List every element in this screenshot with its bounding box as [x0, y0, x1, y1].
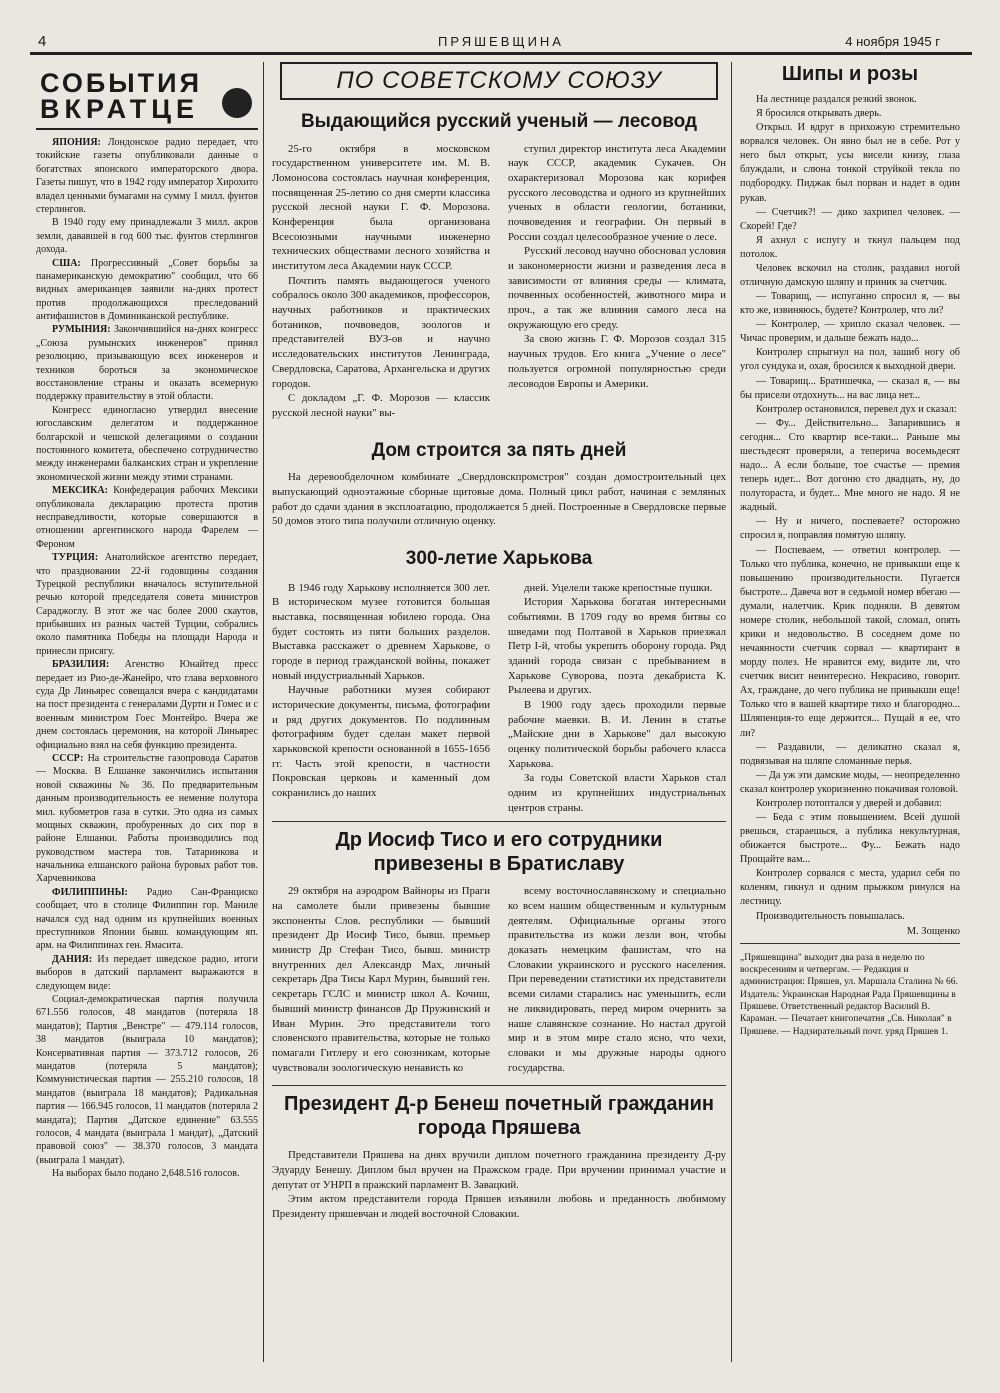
paragraph: — Да уж эти дамские моды, — неопределенно сказал контролер укоризненно покачивая головой. — [740, 769, 960, 795]
paragraph: 29 октября на аэродром Вайноры из Праги на самолете были привезены бывшие экспоненты Слов. республики — бывший президент Др Иосиф Тисо, бывш. премьер министр Др Стефан Тисо, бывш. министр внутренних дел Александр Мах, личный секретарь Дра Тисы Карл Мурин, бывший ген. секретарь ГСЛС и министр школ А. Кочиш, бывший министр финансов Др Пружинский и Иван Мурин. Это представители того словенского правительства, которые не только помагали Гитлеру и его союзникам, которые чувствовали зоологическую ненависть ко — [272, 885, 490, 1074]
paragraph: Контролер сорвался с места, ударил себя по коленям, гикнул и одним прыжком ринулся на лестницу. — [740, 868, 960, 908]
feuilleton-body — [740, 93, 960, 924]
paragraph: За свою жизнь Г. Ф. Морозов создал 315 научных трудов. Его книга „Учение о лесе" пользуется огромной популярностью среди лесоводов Европы и Америки. — [508, 333, 726, 390]
event-text: Агенство Юнайтед пресс передает из Рио-де-Жанейро, что глава верховного суда Др Линьярес совещался вчера с кандидатами на пост президента с генералами Дурти и Гомес и с военным министром Гоес Монтейро. Вчера же днем состоялась церемония, на которой Линьярес официально взял на себя функцию президента. — [36, 659, 258, 751]
page-header — [30, 28, 972, 55]
event-item — [36, 886, 258, 953]
event-item — [36, 404, 258, 484]
event-country: ФИЛИППИНЫ: — [52, 886, 128, 898]
event-country: РУМЫНИЯ: — [52, 324, 111, 336]
newspaper-imprint: „Пряшевщина" выходит два раза в неделю по воскресениям и четвергам. — Редакция и администрация: Пряшев, ул. Маршала Сталина № 66. Издатель: Украинская Народная Рада Пряшевщины в Пряшеве. Ответственный редактор Василий В. Караман. — Печатает книгопечатня „Св. Николая" в Пряшеве. — Надзирательный почт. уряд Пряшев 1. — [740, 952, 958, 1037]
feuilleton-column — [740, 62, 960, 1038]
event-text: Социал-демократическая партия получила 671.556 голосов, 48 мандатов (потеряла 18 мандатов); Партия „Венстре" — 479.114 голосов, 38 мандатов (выиграла 10 мандатов); Консервативная партия — 373.712 голосов, 26 мандатов (потеряла 5 мандатов); Коммунистическая партия — 255.210 голосов, 18 мандатов (выиграла 18 мандатов); Радикальная партия — 166.945 голосов, 11 мандатов (потеряла 2 мандата); Партия „Датское единение" 63.555 голосов, 4 мандата (выиграла 1 мандат), „Датский правовой союз" — 38.370 голосов, 3 мандата (выиграла 1 мандат). — [36, 994, 258, 1166]
event-text: Конфедерация рабочих Мексики опубликовала декларацию протеста против несправедливости, которые совершаются в отношении аргентинского народа Фарелем — Фероном — [36, 485, 258, 550]
paragraph: — Беда с этим повышением. Всей душой рвешься, стараешься, а публика некультурная, обижается быстроте... Фу... Бежать надо Прощайте вам... — [740, 811, 960, 866]
paragraph: Контролер остановился, перевел дух и сказал: — [756, 403, 957, 415]
feuilleton-author: М. Зощенко — [906, 925, 960, 937]
soviet-union-column — [272, 62, 726, 1222]
event-text: Конгресс единогласно утвердил внесение югославским делегатом и поддержанное болгарской и чешской делегациями о создании постоянного комитета, обеспечено сотрудничество между инженерами балканских стран и укрепление экономической жизни между этими странами. — [36, 404, 258, 483]
paragraph: С докладом „Г. Ф. Морозов — классик русской лесной науки" вы- — [272, 392, 490, 419]
paragraph: Представители Пряшева на днях вручили диплом почетного гражданина президенту Д-ру Эдуарду Бенешу. Диплом был вручен на Пражском граде. При вручении принимал участие и депутат от УНРП в пражский парламент В. Завацкий. — [272, 1149, 726, 1191]
event-item — [36, 551, 258, 658]
paragraph: Контролер потоптался у дверей и добавил: — [756, 797, 942, 809]
event-item — [36, 752, 258, 886]
paragraph: Открыл. И вдруг в прихожую стремительно ворвался человек. Он явно был не в себе. Рот у него был открыт, усы висели книзу, глаза блуждали, и слюна тонкой струйкой текла по подбородку. Пиджак был порван и надет в один рукав. — [740, 122, 960, 204]
event-country: ЯПОНИЯ: — [52, 137, 101, 148]
event-item — [36, 484, 258, 551]
events-heading — [36, 60, 258, 130]
paragraph: — Счетчик?! — дико захрипел человек. — Скорей! Где? — [740, 206, 960, 232]
article-tiso-title-line2: привезены в Братиславу — [373, 853, 625, 876]
event-country: МЕКСИКА: — [52, 485, 108, 497]
article-forester-title: Выдающийся русский ученый — лесовод — [300, 111, 698, 132]
paragraph: Я ахнул с испугу и ткнул пальцем под потолок. — [740, 234, 960, 260]
event-country: СССР: — [52, 752, 84, 764]
article-tiso-body — [272, 884, 726, 1075]
event-item — [36, 1167, 258, 1180]
newspaper-title: ПРЯШЕВЩИНА — [438, 34, 564, 49]
event-item — [36, 136, 258, 216]
event-item — [36, 257, 258, 324]
soviet-union-banner — [280, 62, 718, 100]
paragraph: Почтить память выдающегося ученого собралось около 300 академиков, профессоров, научных работников и практических ботаников, почвоведов, зоологов и представителей ВУЗ-ов и научно исследовательских институтов Ленинграда, Свердловска, Саратова, Архангельска и других городов. — [272, 274, 490, 390]
paragraph: В 1946 году Харькову исполняется 300 лет. В историческом музее готовится большая выставка, посвященная юбилею города. Она будет состоять из пяти больших разделов. Выставка расскажет о древнем Харькове, о городе в период гражданской войны, покажет новый индустриальный Харьков. — [272, 581, 490, 682]
paragraph: Контролер спрыгнул на пол, зашиб ногу об угол сундука и, охая, бросился к выходной двери. — [740, 347, 960, 373]
section-rule — [272, 1085, 726, 1086]
event-text: Радио Сан-Франциско сообщает, что в столице Филиппин гор. Маниле начался суд над одним из крупнейших военных преступников Японии бывш. командующим яп. арм. на Филиппинах ген. Ямасита. — [36, 886, 258, 952]
event-text: В 1940 году ему принадлежали 3 милл. акров земли, дававшей в год 600 тыс. фунтов стерлингов дохода. — [36, 217, 258, 256]
article-tiso-title-line1: Др Иосиф Тисо и его сотрудники — [335, 829, 663, 852]
paragraph: — Контролер, — хрипло сказал человек. — Чичас проверим, и дальше бежать надо... — [740, 319, 960, 345]
event-item — [36, 953, 258, 993]
paragraph: На лестнице раздался резкий звонок. — [756, 94, 917, 105]
banner-text: ПО СОВЕТСКОМУ СОЮЗУ — [336, 67, 662, 94]
feuilleton-title: Шипы и розы — [781, 63, 919, 85]
globe-icon — [222, 88, 252, 118]
article-benes-title-line1: Президент Д-р Бенеш почетный гражданин — [283, 1093, 714, 1116]
event-country: США: — [52, 257, 81, 269]
paragraph: — Товарищ, — испуганно спросил я, — вы кто же, извиняюсь, будете? Контролер, что ли? — [740, 291, 960, 317]
paragraph: В 1900 году здесь проходили первые рабочие маевки. В. И. Ленин в статье „Майские дни в Харькове" дал высокую оценку политической борьбы рабочего класса Харькова. — [508, 699, 726, 770]
article-forester-body — [272, 142, 726, 421]
paragraph: Производительность повышалась. — [756, 910, 905, 922]
issue-date: 4 ноября 1945 г — [845, 34, 940, 49]
paragraph: Этим актом представители города Пряшев изъявили любовь и преданность любимому Президенту пряшевчан и людей восточной Словакии. — [272, 1193, 726, 1220]
paragraph: 25-го октября в московском государственном университете им. М. В. Ломоносова состоялась научная конференция, посвященная 25-летию со дня смерти классика русской лесной науки Г. Ф. Морозова. Конференция была организована Всесоюзными научными инженерно технических обществами лесного хозяйства и институтом леса Академии наук СССР. — [272, 142, 490, 273]
column-divider — [731, 62, 732, 1362]
paragraph: Научные работники музея собирают исторические документы, письма, фотографии и ряд других документов. По подлинным фотографиям будет сделан макет первой харьковской крепости основанной в 1655-1656 гг. Часть этой крепости, в частности Покровская церковь и каменный дом сокранились до наших — [272, 684, 490, 800]
events-column — [36, 60, 258, 1180]
events-heading-line2: ВКРАТЦЕ — [40, 94, 199, 124]
event-text: На выборах было подано 2,648.516 голосов. — [52, 1168, 240, 1180]
paragraph: Человек вскочил на столик, раздавил ногой отличную дамскую шляпу и приник за счетчик. — [740, 262, 960, 289]
paragraph: Русский лесовод научно обосновал условия и закономерности жизни и разведения леса в зависимости от влияния среды — климата, почвенных особенностей, животного мира и проч., а так же влияния самого леса на окружающую его среду. — [508, 245, 726, 331]
event-text: Анатолийское агентство передает, что праздновании 22-й годовщины создания Турецкой республики вначалось вступительной речью которой председателя совета министров Сараджоглу. В этот же час более 2000 скаутов, прибывших из разных частей Турции, собрались около памятника Победы на площади Народа и принесли присягу. — [36, 552, 258, 657]
events-heading-line1: СОБЫТИЯ — [40, 68, 202, 98]
paragraph: — Ну и ничего, поспеваете? осторожно спросил я, поправляя помятую шляпу. — [740, 516, 960, 542]
event-text: На строительстве газопровода Саратов — Москва. В Елшанке закончились испытания новой скважины № 36. По предварительным данным производительность ее немение полутора мил. кубометров газа в сутки. Это одна из самых мощных скважин, пробуренных до сих пор в районе Елшанки. Работы производились под руководством мастера тов. Татаринкова и начальника елшанского района буровых работ тов. Харчевникова — [36, 752, 258, 885]
event-text: Закончившийся на-днях конгресс „Союза румынских инженеров" принял резолюцию, призывающую всех инженеров и техников бороться за экономическое восстановление страны и оказать всемерную поддержку правительству в этой области. — [36, 324, 258, 403]
event-country: ДАНИЯ: — [52, 953, 93, 965]
paragraph: Я бросился открывать дверь. — [756, 108, 882, 120]
article-house-text: На деревообделочном комбинате „Свердловскпромстроя" создан домостроительный цех выпускающий одноэтажные сборные щитовые дома. Полный цикл работ, начиная с земляных работ до сдачи здания в эксплоатацию, продолжается 5 дней. Построенные в Свердловске первые 50 домов этого типа получили отличную оценку. — [272, 471, 726, 528]
article-kharkov-title: 300-летие Харькова — [405, 547, 593, 569]
paragraph: За годы Советской власти Харьков стал одним из крупнейших индустриальных центров страны. — [508, 772, 726, 814]
paragraph: История Харькова богатая интересными событиями. В 1709 году во время битвы со шведами под Полтавой в Харьков приезжал Петр I-й, чтобы укрепить оборону города. Ряд зданий города связан с пребыванием в Харькове Суворова, поэта декабриста К. Рылеева и других. — [508, 596, 726, 697]
article-benes-title-line2: города Пряшева — [417, 1117, 581, 1140]
column-divider — [263, 62, 264, 1362]
event-text: Лондонское радио передает, что токийские газеты опубликовали данные о богатствах японского императорского двора. Газеты пишут, что в 1942 году император Хирохито владел ценными бумагами на сумму 1 милл. фунтов стерлингов. — [36, 137, 258, 215]
paragraph: — Поспеваем, — ответил контролер. — Только что публика, конечно, не привыкши еще к повышению производительности. Пугается быстроте... Давеча вот в седьмой номер вбегаю — думали, налетчик. Крик подняли. В девятом номере столик, небольшой такой, сломал, опять крики и недовольство. В соседнем доме по нечаянности счетчик сорвал — квартирант в морду полез. Не нравится ему, видите ли, что счетчик висит неинтересно. Некрасиво, говорит. Ах, граждане, до чего публика не привыкши еще! Только что в вашей квартире тихо и благородно... Шляпенция-то еще держится... Пущай я ее, что ли? — [740, 544, 960, 739]
article-kharkov-body — [272, 581, 726, 816]
event-item — [36, 216, 258, 256]
article-benes-body — [272, 1148, 726, 1221]
paragraph: всему восточнославянскому и специально ко всем нашим общественным и культурным деятелям. Официальные органы этого правительства из кожи лезли вон, чтобы доказать немецким фашистам, что на Словакии украинского и русского населения. При переведении статистики их представители всеми силами старались нас уменьшить, если не ликвидировать, перед миром очернить за наше славянское сознание. Но настал другой мир и в этом мире стало ясно, что чехи, словаки и мы дружные народы одного государства. — [508, 885, 726, 1074]
event-text: Прогрессивный „Совет борьбы за панамериканскую демократию" сообщил, что 66 видных американцев заявили на-днях протест против продолжающихся преследований антифашистов в Доминиканской республике. — [36, 257, 258, 323]
event-text: Из передает шведское радио, итоги выборов в датский парламент выражаются в следующем виде: — [36, 953, 258, 992]
event-item — [36, 993, 258, 1167]
paragraph: — Товарищ... Братишечка, — сказал я, — вы бы присели отдохнуть... на вас лица нет... — [740, 375, 960, 401]
paragraph: — Фу... Действительно... Запарившись я сегодня... Сто квартир все-таки... Раньше мы шестьдесят проверяли, а теперича восемьдесят надо... А если больше, тое счастье — премия теперь идет... Вот догоню сто двадцать, ну, до полутораста, и будет... Мне много не надо. Я не жадный. — [740, 417, 960, 514]
event-country: ТУРЦИЯ: — [52, 552, 99, 564]
paragraph: дней. Уцелели также крепостные пушки. — [524, 581, 713, 594]
paragraph: — Раздавили, — деликатно сказал я, подвязывая на шляпе сломанные перья. — [740, 741, 960, 767]
event-country: БРАЗИЛИЯ: — [52, 659, 110, 671]
event-item — [36, 658, 258, 752]
paragraph: ступил директор института леса Академии наук СССР, академик Сукачев. Он охарактеризовал Морозова как корифея русского лесоводства и одного из крупнейших ученых в области геологии, ботаники, почвоведения и географии. Он первый в России создал целесообразное учение о лесе. — [508, 142, 726, 243]
section-rule — [740, 943, 960, 944]
article-house-title: Дом строится за пять дней — [371, 439, 627, 461]
page-number: 4 — [38, 33, 47, 50]
event-item — [36, 323, 258, 403]
section-rule — [272, 821, 726, 822]
events-list — [36, 136, 258, 1180]
